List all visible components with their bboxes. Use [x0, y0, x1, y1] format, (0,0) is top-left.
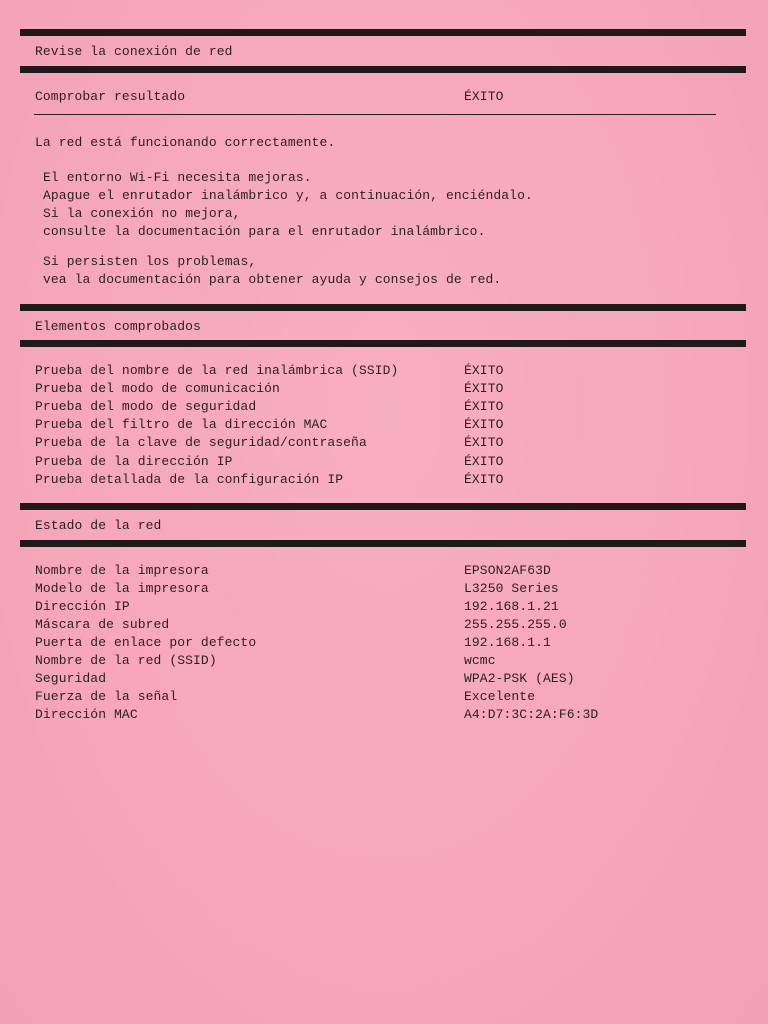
- checked-item-label: Prueba del modo de seguridad: [35, 399, 257, 414]
- checked-item-label: Prueba del modo de comunicación: [35, 381, 280, 396]
- network-status-row: [35, 581, 695, 599]
- wifi-advice-line: Apague el enrutador inalámbrico y, a continuación, enciéndalo.: [43, 188, 533, 203]
- checked-item-label: Prueba del filtro de la dirección MAC: [35, 417, 328, 432]
- network-status-label: Nombre de la impresora: [35, 563, 209, 578]
- network-status-label: Dirección IP: [35, 599, 130, 614]
- network-status-label: Nombre de la red (SSID): [35, 653, 217, 668]
- check-result-label: Comprobar resultado: [35, 89, 186, 104]
- network-status-row: [35, 617, 695, 635]
- checked-item-row: [35, 417, 695, 435]
- help-advice-line: Si persisten los problemas,: [43, 254, 257, 269]
- checked-item-value: ÉXITO: [464, 454, 504, 469]
- check-result-divider: [34, 114, 716, 115]
- network-status-bottom-rule: [20, 540, 746, 547]
- checked-items-top-rule: [20, 304, 746, 311]
- network-status-row: [35, 689, 695, 707]
- network-status-value: 192.168.1.21: [464, 599, 559, 614]
- checked-item-value: ÉXITO: [464, 399, 504, 414]
- checked-items-bottom-rule: [20, 340, 746, 347]
- wifi-advice-line: Si la conexión no mejora,: [43, 206, 241, 221]
- checked-item-label: Prueba del nombre de la red inalámbrica (SSID): [35, 363, 399, 378]
- network-status-top-rule: [20, 503, 746, 510]
- title-rule: [20, 66, 746, 73]
- network-status-value: 255.255.255.0: [464, 617, 567, 632]
- network-status-value: A4:D7:3C:2A:F6:3D: [464, 707, 599, 722]
- network-status-value: L3250 Series: [464, 581, 559, 596]
- checked-item-value: ÉXITO: [464, 363, 504, 378]
- checked-item-row: [35, 454, 695, 472]
- network-status-value: 192.168.1.1: [464, 635, 551, 650]
- check-result-row: [35, 89, 695, 107]
- network-status-row: [35, 599, 695, 617]
- checked-item-row: [35, 435, 695, 453]
- checked-item-row: [35, 472, 695, 490]
- network-status-label: Puerta de enlace por defecto: [35, 635, 257, 650]
- network-status-value: Excelente: [464, 689, 536, 704]
- checked-items-title: Elementos comprobados: [35, 319, 201, 334]
- network-status-row: [35, 653, 695, 671]
- network-status-label: Máscara de subred: [35, 617, 170, 632]
- network-status-label: Fuerza de la señal: [35, 689, 178, 704]
- checked-item-value: ÉXITO: [464, 435, 504, 450]
- network-status-row: [35, 707, 695, 725]
- wifi-advice-line: El entorno Wi-Fi necesita mejoras.: [43, 170, 312, 185]
- network-status-row: [35, 671, 695, 689]
- checked-item-label: Prueba detallada de la configuración IP: [35, 472, 344, 487]
- wifi-advice-line: consulte la documentación para el enrutador inalámbrico.: [43, 224, 486, 239]
- network-status-label: Modelo de la impresora: [35, 581, 209, 596]
- help-advice-line: vea la documentación para obtener ayuda y consejos de red.: [43, 272, 502, 287]
- page-title: Revise la conexión de red: [35, 44, 233, 59]
- network-status-value: EPSON2AF63D: [464, 563, 551, 578]
- checked-item-label: Prueba de la clave de seguridad/contraseña: [35, 435, 367, 450]
- checked-item-value: ÉXITO: [464, 472, 504, 487]
- checked-item-row: [35, 399, 695, 417]
- top-rule: [20, 29, 746, 36]
- status-message: La red está funcionando correctamente.: [35, 135, 336, 150]
- network-status-value: WPA2-PSK (AES): [464, 671, 575, 686]
- checked-item-value: ÉXITO: [464, 381, 504, 396]
- network-status-label: Dirección MAC: [35, 707, 138, 722]
- network-status-row: [35, 635, 695, 653]
- checked-item-row: [35, 381, 695, 399]
- check-result-value: ÉXITO: [464, 89, 504, 104]
- network-status-title: Estado de la red: [35, 518, 162, 533]
- checked-item-row: [35, 363, 695, 381]
- network-status-value: wcmc: [464, 653, 496, 668]
- checked-item-value: ÉXITO: [464, 417, 504, 432]
- network-status-label: Seguridad: [35, 671, 107, 686]
- network-status-row: [35, 563, 695, 581]
- checked-item-label: Prueba de la dirección IP: [35, 454, 233, 469]
